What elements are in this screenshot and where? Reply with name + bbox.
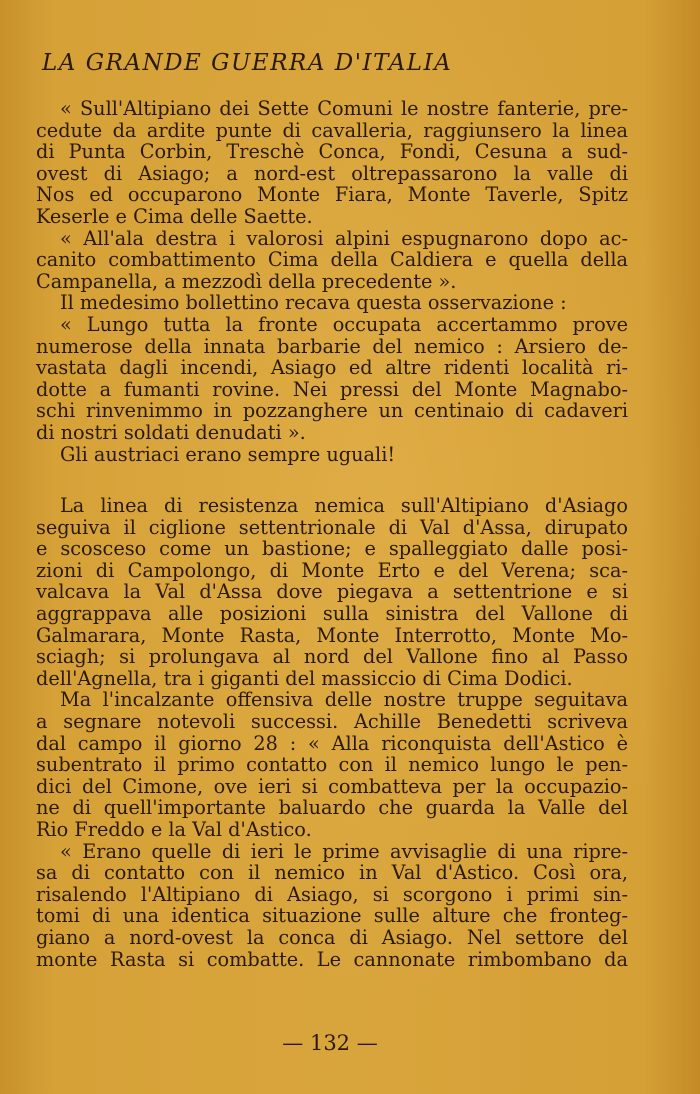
text-line: Campanella, a mezzodì della precedente ».: [36, 269, 457, 293]
text-line: Il medesimo bollettino recava questa osservazione :: [60, 291, 567, 315]
text-line: seguiva il ciglione settentrionale di Val d'Assa, dirupato: [36, 515, 628, 539]
running-head: LA GRANDE GUERRA D'ITALIA: [42, 50, 453, 76]
text-line: aggrappava alle posizioni sulla sinistra del Vallone di: [36, 602, 628, 626]
text-line: vastata dagli incendi, Asiago ed altre ridenti località ri-: [36, 356, 628, 380]
text-line: di Punta Corbin, Treschè Conca, Fondi, Cesuna a sud-: [36, 140, 628, 164]
page-number: — 132 —: [282, 1031, 378, 1055]
text-line: subentrato il primo contatto con il nemico lungo le pen-: [36, 753, 628, 777]
text-line: dal campo il giorno 28 : « Alla riconquista dell'Astico è: [36, 731, 628, 755]
text-line: ovest di Asiago; a nord-est oltrepassarono la valle di: [36, 161, 628, 185]
text-line: « All'ala destra i valorosi alpini espugnarono dopo ac-: [60, 226, 628, 250]
text-line: tomi di una identica situazione sulle alture che fronteg-: [36, 904, 628, 928]
text-line: zioni di Campolongo, di Monte Erto e del Verena; sca-: [36, 558, 628, 582]
text-line: sa di contatto con il nemico in Val d'Astico. Così ora,: [36, 861, 628, 885]
text-line: « Erano quelle di ieri le prime avvisaglie di una ripre-: [60, 839, 628, 863]
text-line: ne di quell'importante baluardo che guarda la Valle del: [36, 796, 628, 820]
text-line: risalendo l'Altipiano di Asiago, si scorgono i primi sin-: [36, 882, 628, 906]
text-line: « Lungo tutta la fronte occupata accertammo prove: [60, 312, 628, 336]
text-line: canito combattimento Cima della Caldiera e quella della: [36, 248, 628, 272]
text-line: a segnare notevoli successi. Achille Benedetti scriveva: [36, 710, 628, 734]
text-line: Keserle e Cima delle Saette.: [36, 204, 313, 228]
text-line: giano a nord-ovest la conca di Asiago. Nel settore del: [36, 925, 628, 949]
body-text: [36, 98, 628, 970]
paragraph-block-2: [36, 495, 628, 970]
text-line: La linea di resistenza nemica sull'Altipiano d'Asiago: [60, 494, 628, 518]
text-line: Nos ed occuparono Monte Fiara, Monte Taverle, Spitz: [36, 183, 628, 207]
text-line: dell'Agnella, tra i giganti del massiccio di Cima Dodici.: [36, 666, 573, 690]
paragraph-block-1: [36, 98, 628, 465]
text-line: Galmarara, Monte Rasta, Monte Interrotto, Monte Mo-: [36, 623, 628, 647]
text-line: monte Rasta si combatte. Le cannonate rimbombano da: [36, 947, 628, 971]
text-line: schi rinvenimmo in pozzanghere un centinaio di cadaveri: [36, 399, 628, 423]
text-line: « Sull'Altipiano dei Sette Comuni le nostre fanterie, pre-: [60, 97, 628, 120]
text-line: Gli austriaci erano sempre uguali!: [60, 442, 396, 466]
text-line: Rio Freddo e la Val d'Astico.: [36, 818, 312, 841]
text-line: cedute da ardite punte di cavalleria, raggiunsero la linea: [36, 118, 628, 142]
text-line: dici del Cimone, ove ieri si combatteva per la occupazio-: [36, 774, 628, 798]
text-line: e scosceso come un bastione; e spalleggiato dalle posi-: [36, 537, 628, 561]
text-line: valcava la Val d'Assa dove piegava a settentrione e si: [36, 580, 628, 604]
text-line: numerose della innata barbarie del nemico : Arsiero de-: [36, 334, 628, 358]
text-line: dotte a fumanti rovine. Nei pressi del Monte Magnabo-: [36, 377, 628, 401]
text-line: Ma l'incalzante offensiva delle nostre truppe seguitava: [60, 688, 628, 712]
text-line: di nostri soldati denudati ».: [36, 420, 306, 444]
section-gap: [36, 465, 628, 495]
text-line: sciagh; si prolungava al nord del Vallone fino al Passo: [36, 645, 628, 669]
